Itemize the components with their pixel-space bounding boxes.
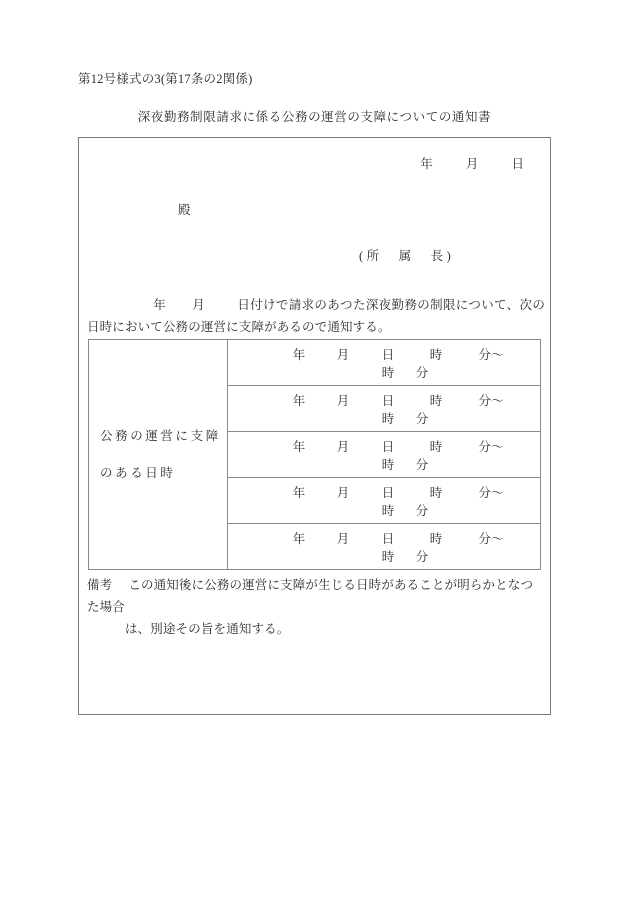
slot-minute-from-label: 分〜 <box>478 531 504 546</box>
schedule-slot-cell[interactable] <box>228 386 541 432</box>
slot-month-label: 月 <box>336 531 350 546</box>
slot-minute-from-label: 分〜 <box>478 393 504 408</box>
slot-year-label: 年 <box>292 531 306 546</box>
slot-hour-to-label: 時 <box>381 457 395 472</box>
slot-year-label: 年 <box>292 393 306 408</box>
body-paragraph <box>87 295 545 339</box>
issuer-line: (所 属 長) <box>359 249 455 263</box>
slot-minute-to-label: 分 <box>415 549 429 564</box>
slot-minute-from-label: 分〜 <box>478 439 504 454</box>
schedule-label-cell <box>89 340 228 570</box>
slot-minute-to-label: 分 <box>415 457 429 472</box>
slot-minute-to-label: 分 <box>415 503 429 518</box>
schedule-label-line2: のある日時 <box>100 465 176 480</box>
remarks-line-1: この通知後に公務の運営に支障が生じる日時があることが明らかとなつた場合 <box>87 578 534 614</box>
body-date-year: 年 <box>153 298 167 312</box>
date-year-label: 年 <box>420 157 433 171</box>
slot-hour-to-label: 時 <box>381 411 395 426</box>
slot-day-label: 日 <box>381 485 395 500</box>
slot-hour-label: 時 <box>429 531 443 546</box>
slot-day-label: 日 <box>381 393 395 408</box>
page-title: 深夜勤務制限請求に係る公務の運営の支障についての通知書 <box>137 110 492 124</box>
body-date-month: 月 <box>192 298 206 312</box>
table-row <box>89 340 541 386</box>
slot-day-label: 日 <box>381 439 395 454</box>
slot-hour-to-label: 時 <box>381 549 395 564</box>
slot-year-label: 年 <box>292 347 306 362</box>
slot-hour-label: 時 <box>429 347 443 362</box>
slot-month-label: 月 <box>336 439 350 454</box>
schedule-table <box>88 339 541 570</box>
slot-day-label: 日 <box>381 531 395 546</box>
schedule-slot-cell[interactable] <box>228 432 541 478</box>
slot-month-label: 月 <box>336 485 350 500</box>
body-line-1: 日付けで請求のあつた深夜勤務の制限について、次の日時に <box>87 298 546 334</box>
form-number: 第12号様式の3(第17条の2関係) <box>78 72 253 86</box>
slot-hour-label: 時 <box>429 485 443 500</box>
slot-minute-to-label: 分 <box>415 365 429 380</box>
remarks-block <box>87 575 545 641</box>
slot-year-label: 年 <box>292 439 306 454</box>
date-month-label: 月 <box>465 157 479 171</box>
slot-hour-label: 時 <box>429 439 443 454</box>
form-frame <box>78 137 551 715</box>
date-day-label: 日 <box>511 157 524 171</box>
addressee-marker: 殿 <box>178 203 191 217</box>
remarks-line-2: は、別途その旨を通知する。 <box>125 621 290 636</box>
slot-hour-to-label: 時 <box>381 365 395 380</box>
slot-day-label: 日 <box>381 347 395 362</box>
remarks-label: 備考 <box>87 578 113 592</box>
schedule-slot-cell[interactable] <box>228 524 541 570</box>
schedule-label-line1: 公務の運営に支障 <box>100 429 221 444</box>
slot-month-label: 月 <box>336 347 350 362</box>
schedule-slot-cell[interactable] <box>228 478 541 524</box>
date-line <box>420 154 524 172</box>
slot-month-label: 月 <box>336 393 350 408</box>
slot-minute-to-label: 分 <box>415 411 429 426</box>
slot-year-label: 年 <box>292 485 306 500</box>
slot-hour-label: 時 <box>429 393 443 408</box>
schedule-slot-cell[interactable] <box>228 340 541 386</box>
slot-hour-to-label: 時 <box>381 503 395 518</box>
slot-minute-from-label: 分〜 <box>478 485 504 500</box>
schedule-table-body <box>89 340 541 570</box>
body-line-2: おいて公務の運営に支障があるので通知する。 <box>124 319 391 334</box>
slot-minute-from-label: 分〜 <box>478 347 504 362</box>
